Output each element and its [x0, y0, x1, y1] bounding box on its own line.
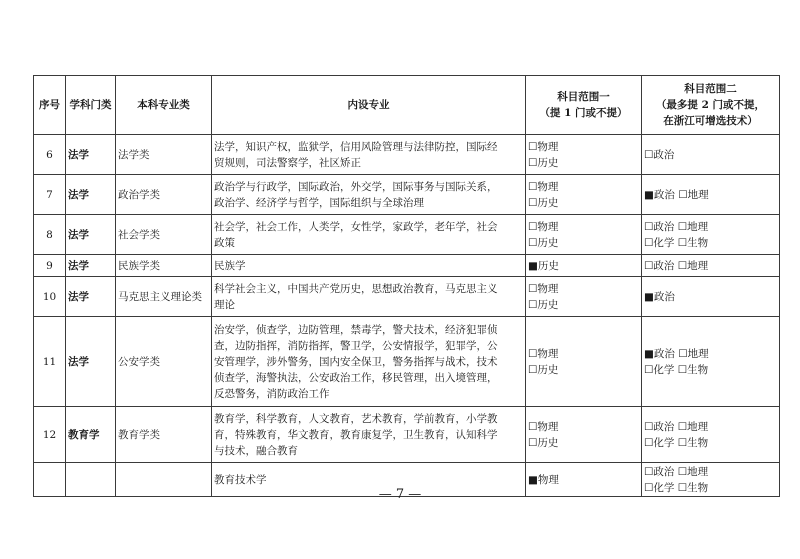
- cell-range1: [526, 175, 642, 215]
- header-range2-note1: （最多提 2 门或不提，: [655, 99, 766, 111]
- cell-majors: [212, 255, 526, 277]
- cell-range1: [526, 277, 642, 317]
- majors-line: 科学社会主义，中国共产党历史，思想政治教育，马克思主义: [214, 282, 498, 295]
- range2-option: ■政治: [644, 290, 675, 303]
- cell-range1: [526, 317, 642, 407]
- header-range1-note: （提 1 门或不提）: [539, 107, 628, 119]
- cell-major-class: 政治学类: [116, 175, 212, 215]
- cell-majors: [212, 407, 526, 463]
- majors-line: 安管理学，涉外警务，国内安全保卫，警务指挥与战术，技术: [214, 355, 498, 368]
- table-body: [34, 135, 780, 497]
- majors-line: 查，边防指挥，消防指挥，警卫学，公安情报学，犯罪学，公: [214, 339, 498, 352]
- majors-line: 法学，知识产权，监狱学，信用风险管理与法律防控，国际经: [214, 140, 498, 153]
- range2-option: ☐政治 ☐地理: [644, 420, 709, 433]
- majors-line: 政治学、经济学与哲学，国际组织与全球治理: [214, 196, 424, 209]
- range2-option: ☐政治: [644, 148, 675, 161]
- cell-seq: 8: [34, 215, 66, 255]
- table-row: [34, 215, 780, 255]
- range1-option: ■物理: [528, 473, 559, 486]
- cell-range2: [642, 407, 780, 463]
- range1-option: ☐物理: [528, 420, 559, 433]
- range1-option: ☐历史: [528, 156, 559, 169]
- range1-option: ☐历史: [528, 236, 559, 249]
- majors-line: 反恐警务，消防政治工作: [214, 387, 330, 400]
- range2-option: ☐化学 ☐生物: [644, 236, 709, 249]
- range2-option: ☐政治 ☐地理: [644, 220, 709, 233]
- cell-category: 法学: [66, 135, 116, 175]
- header-range2: [642, 76, 780, 135]
- majors-line: 政治学与行政学，国际政治，外交学，国际事务与国际关系，: [214, 180, 498, 193]
- cell-major-class: 法学类: [116, 135, 212, 175]
- majors-line: 民族学: [214, 259, 246, 272]
- range1-option: ☐物理: [528, 180, 559, 193]
- cell-majors: [212, 215, 526, 255]
- majors-line: 治安学，侦查学，边防管理，禁毒学，警犬技术，经济犯罪侦: [214, 323, 498, 336]
- range2-option: ☐化学 ☐生物: [644, 436, 709, 449]
- range1-option: ☐历史: [528, 196, 559, 209]
- table-row: [34, 255, 780, 277]
- cell-category: 法学: [66, 215, 116, 255]
- cell-category: 教育学: [66, 407, 116, 463]
- range2-option: ☐化学 ☐生物: [644, 363, 709, 376]
- header-range1: [526, 76, 642, 135]
- majors-line: 与技术，融合教育: [214, 444, 298, 457]
- cell-range1: [526, 215, 642, 255]
- majors-line: 侦查学，海警执法，公安政治工作，移民管理，出入境管理，: [214, 371, 498, 384]
- range1-option: ☐历史: [528, 363, 559, 376]
- range2-option: ☐政治 ☐地理: [644, 259, 709, 272]
- cell-range2: [642, 175, 780, 215]
- header-range1-title: 科目范围一: [557, 91, 610, 103]
- range2-option: ☐化学 ☐生物: [644, 481, 709, 494]
- cell-range2: [642, 255, 780, 277]
- cell-seq: 11: [34, 317, 66, 407]
- range1-option: ☐物理: [528, 282, 559, 295]
- majors-line: 政策: [214, 236, 235, 249]
- cell-range1: [526, 255, 642, 277]
- cell-seq: 7: [34, 175, 66, 215]
- cell-range2: [642, 135, 780, 175]
- cell-major-class: 民族学类: [116, 255, 212, 277]
- cell-range2: [642, 277, 780, 317]
- range1-option: ☐物理: [528, 347, 559, 360]
- cell-major-class: 马克思主义理论类: [116, 277, 212, 317]
- header-category: 学科门类: [66, 76, 116, 135]
- cell-range2: [642, 215, 780, 255]
- range1-option: ☐历史: [528, 436, 559, 449]
- cell-majors: [212, 277, 526, 317]
- range1-option: ■历史: [528, 259, 559, 272]
- majors-line: 贸规则，司法警察学，社区矫正: [214, 156, 361, 169]
- cell-seq: 9: [34, 255, 66, 277]
- cell-category: 法学: [66, 175, 116, 215]
- majors-line: 教育技术学: [214, 473, 267, 486]
- header-seq: 序号: [34, 76, 66, 135]
- page-number: — 7 —: [378, 487, 422, 502]
- range2-option: ☐政治 ☐地理: [644, 465, 709, 478]
- range1-option: ☐历史: [528, 298, 559, 311]
- cell-category: 法学: [66, 317, 116, 407]
- cell-range2: [642, 317, 780, 407]
- range1-option: ☐物理: [528, 140, 559, 153]
- header-range2-note2: 在浙江可增选技术）: [663, 115, 758, 127]
- range2-option: ■政治 ☐地理: [644, 188, 709, 201]
- subject-requirements-table: [33, 75, 780, 497]
- cell-major-class: 公安学类: [116, 317, 212, 407]
- cell-seq: 10: [34, 277, 66, 317]
- majors-line: 理论: [214, 298, 235, 311]
- table-header-row: [34, 76, 780, 135]
- cell-seq: 6: [34, 135, 66, 175]
- cell-majors: [212, 317, 526, 407]
- table-row: [34, 277, 780, 317]
- header-major-class: 本科专业类: [116, 76, 212, 135]
- cell-major-class: 教育学类: [116, 407, 212, 463]
- majors-line: 教育学，科学教育，人文教育，艺术教育，学前教育，小学教: [214, 412, 498, 425]
- cell-range1: [526, 407, 642, 463]
- table-row: [34, 407, 780, 463]
- cell-range1: [526, 135, 642, 175]
- table-row: [34, 317, 780, 407]
- range1-option: ☐物理: [528, 220, 559, 233]
- table-row: [34, 135, 780, 175]
- cell-major-class: 社会学类: [116, 215, 212, 255]
- header-range2-title: 科目范围二: [684, 83, 737, 95]
- cell-category: 法学: [66, 277, 116, 317]
- majors-line: 育，特殊教育，华文教育，教育康复学，卫生教育，认知科学: [214, 428, 498, 441]
- range2-option: ■政治 ☐地理: [644, 347, 709, 360]
- majors-line: 社会学，社会工作，人类学，女性学，家政学，老年学，社会: [214, 220, 498, 233]
- cell-majors: [212, 175, 526, 215]
- table-row: [34, 175, 780, 215]
- cell-category: 法学: [66, 255, 116, 277]
- header-majors: 内设专业: [212, 76, 526, 135]
- cell-seq: 12: [34, 407, 66, 463]
- cell-majors: [212, 135, 526, 175]
